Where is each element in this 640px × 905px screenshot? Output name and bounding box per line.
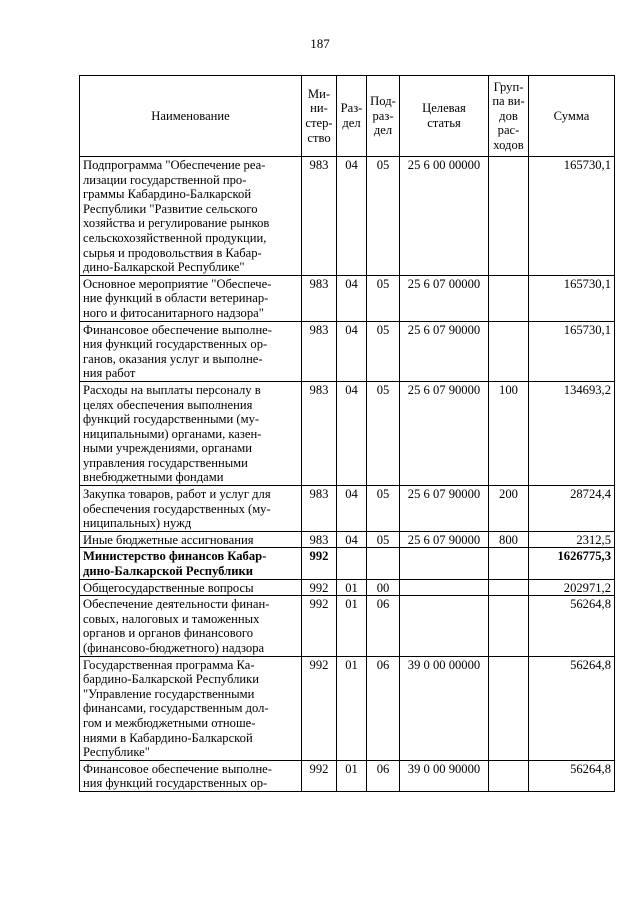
cell-ministry: 983 [302,531,337,548]
cell-name: Общегосударственные вопросы [80,579,302,596]
header-sum: Сумма [529,76,615,157]
cell-ministry: 992 [302,579,337,596]
cell-sum: 56264,8 [529,760,615,791]
cell-target: 25 6 07 90000 [400,381,489,485]
cell-group: 200 [489,486,529,532]
cell-name: Иные бюджетные ассигнования [80,531,302,548]
cell-target: 25 6 07 90000 [400,321,489,381]
cell-target: 39 0 00 00000 [400,656,489,760]
cell-sum: 28724,4 [529,486,615,532]
cell-section: 01 [337,579,367,596]
cell-sum: 202971,2 [529,579,615,596]
cell-sum: 1626775,3 [529,548,615,579]
header-target: Целевая статья [400,76,489,157]
cell-ministry: 992 [302,596,337,656]
budget-table [79,75,615,792]
table-row [80,275,615,321]
cell-ministry: 983 [302,381,337,485]
table-row [80,531,615,548]
cell-ministry: 983 [302,486,337,532]
cell-subsection: 05 [367,486,400,532]
cell-target [400,596,489,656]
cell-name: Закупка товаров, работ и услуг для обеспечения государственных (му- ниципальных) нужд [80,486,302,532]
cell-sum: 134693,2 [529,381,615,485]
page-number: 187 [310,36,330,51]
cell-sum: 165730,1 [529,157,615,276]
table-row [80,656,615,760]
header-subsection: Под- раз- дел [367,76,400,157]
header-section: Раз- дел [337,76,367,157]
cell-group [489,275,529,321]
cell-group: 800 [489,531,529,548]
cell-ministry: 992 [302,656,337,760]
cell-target: 25 6 00 00000 [400,157,489,276]
table-body [80,157,615,792]
cell-sum: 56264,8 [529,656,615,760]
cell-name: Министерство финансов Кабар- дино-Балкарской Республики [80,548,302,579]
cell-ministry: 992 [302,760,337,791]
cell-section: 04 [337,321,367,381]
cell-subsection: 05 [367,275,400,321]
table-row [80,579,615,596]
table-row [80,548,615,579]
table-row [80,596,615,656]
header-ministry: Ми- ни- стер- ство [302,76,337,157]
cell-name: Финансовое обеспечение выполне- ния функций государственных ор- [80,760,302,791]
cell-section: 04 [337,531,367,548]
cell-sum: 2312,5 [529,531,615,548]
cell-subsection: 06 [367,760,400,791]
cell-name: Основное мероприятие "Обеспече- ние функций в области ветеринар- ного и фитосанитарного надзора" [80,275,302,321]
cell-section: 01 [337,596,367,656]
cell-name: Обеспечение деятельности финан- совых, налоговых и таможенных органов и органов финансового (финансово-бюджетного) надзора [80,596,302,656]
cell-ministry: 983 [302,275,337,321]
cell-section: 04 [337,486,367,532]
cell-section: 04 [337,157,367,276]
cell-name: Государственная программа Ка- бардино-Балкарской Республики "Управление государственными финансами, государственным дол- гом и межбюджетными отноше- ниями в Кабардино-Балкарской Республике" [80,656,302,760]
cell-group [489,656,529,760]
cell-section: 01 [337,760,367,791]
cell-group [489,760,529,791]
header-name: Наименование [80,76,302,157]
table-row [80,381,615,485]
cell-group: 100 [489,381,529,485]
cell-subsection [367,548,400,579]
cell-target: 39 0 00 90000 [400,760,489,791]
table-row [80,321,615,381]
cell-section: 01 [337,656,367,760]
cell-target: 25 6 07 00000 [400,275,489,321]
cell-target: 25 6 07 90000 [400,531,489,548]
cell-sum: 56264,8 [529,596,615,656]
cell-section: 04 [337,381,367,485]
cell-name: Подпрограмма "Обеспечение реа- лизации государственной про- граммы Кабардино-Балкарской Республики "Развитие сельского хозяйства и регулирование рынков сельскохозяйственной продукции, сырья и продовольствия в Кабар- дино-Балкарской Республике" [80,157,302,276]
header-row [80,76,615,157]
cell-group [489,579,529,596]
cell-section [337,548,367,579]
cell-target: 25 6 07 90000 [400,486,489,532]
table-row [80,486,615,532]
cell-group [489,321,529,381]
cell-subsection: 05 [367,321,400,381]
cell-section: 04 [337,275,367,321]
cell-subsection: 05 [367,381,400,485]
cell-subsection: 05 [367,157,400,276]
cell-sum: 165730,1 [529,275,615,321]
cell-target [400,548,489,579]
cell-target [400,579,489,596]
header-group: Груп- па ви- дов рас- ходов [489,76,529,157]
table-row [80,760,615,791]
cell-group [489,157,529,276]
cell-ministry: 992 [302,548,337,579]
cell-sum: 165730,1 [529,321,615,381]
cell-subsection: 00 [367,579,400,596]
table-row [80,157,615,276]
cell-group [489,548,529,579]
cell-name: Расходы на выплаты персоналу в целях обеспечения выполнения функций государственными (му- ниципальными) органами, казен- ными учреждениями, органами управления государственными внебюджетными фондами [80,381,302,485]
cell-name: Финансовое обеспечение выполне- ния функций государственных ор- ганов, оказания услуг и выполне- ния работ [80,321,302,381]
cell-group [489,596,529,656]
cell-ministry: 983 [302,321,337,381]
cell-subsection: 06 [367,596,400,656]
cell-subsection: 05 [367,531,400,548]
cell-ministry: 983 [302,157,337,276]
cell-subsection: 06 [367,656,400,760]
